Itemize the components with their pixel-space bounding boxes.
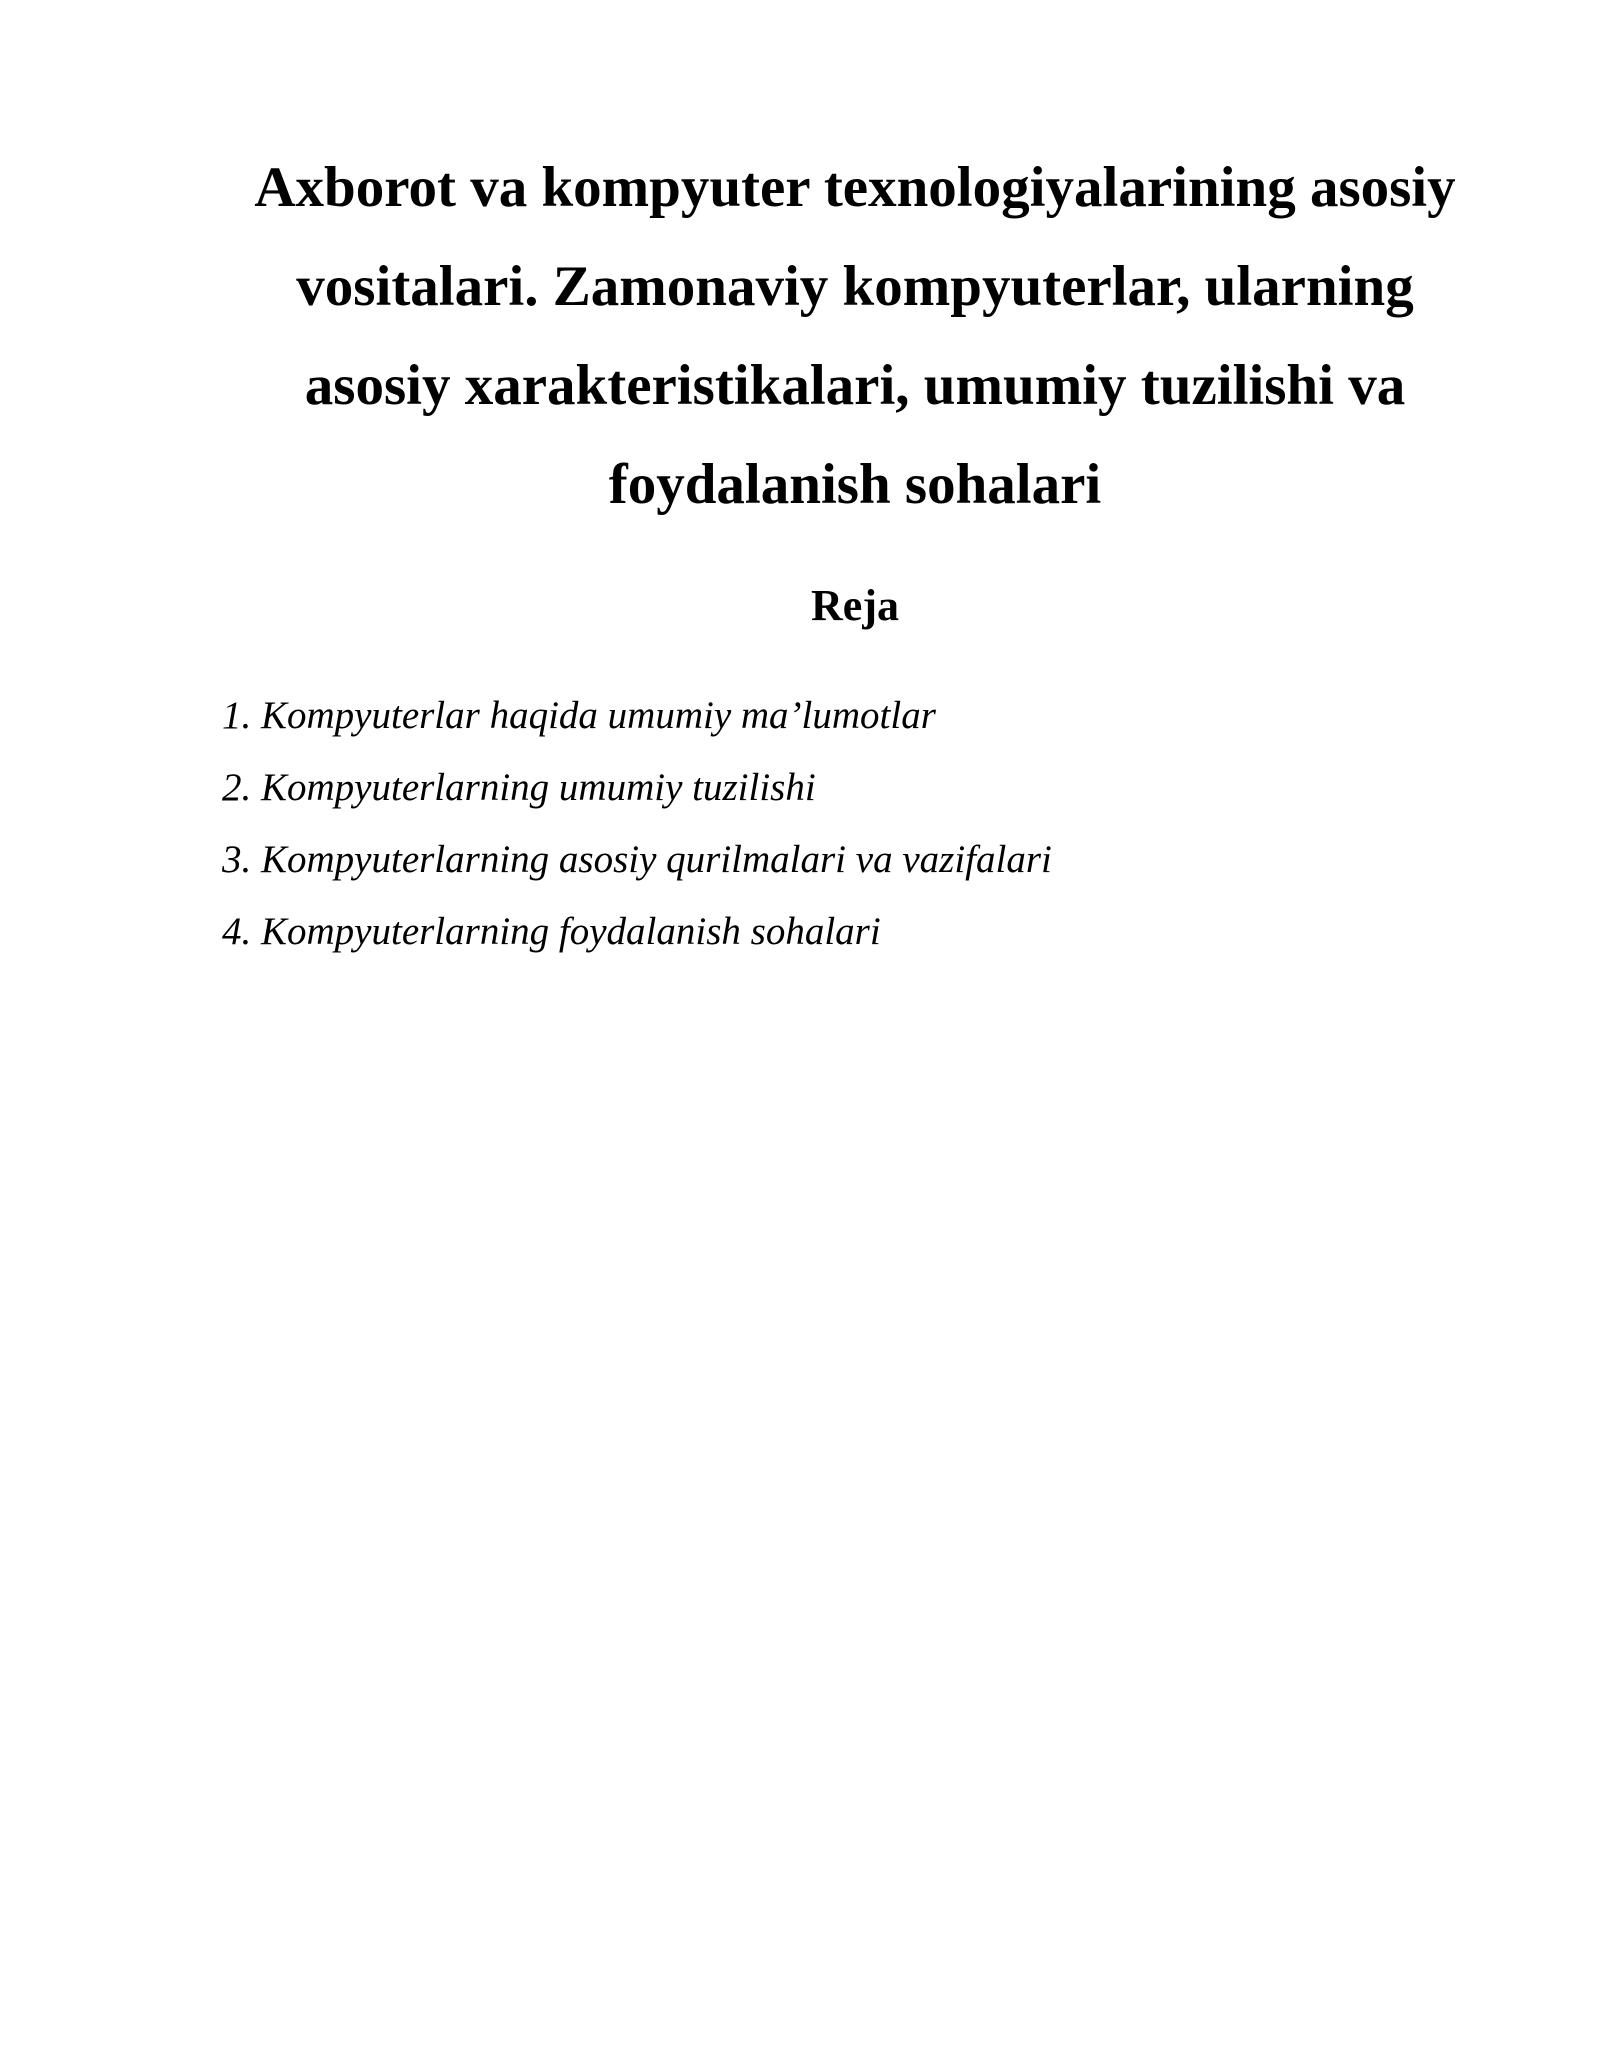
- plan-item: 1. Kompyuterlar haqida umumiy ma’lumotlar: [222, 694, 936, 737]
- title-line: vositalari. Zamonaviy kompyuterlar, ularning: [296, 255, 1414, 318]
- title-line: foydalanish sohalari: [608, 453, 1102, 516]
- plan-item: 2. Kompyuterlarning umumiy tuzilishi: [222, 766, 816, 809]
- plan-item: 3. Kompyuterlarning asosiy qurilmalari va vazifalari: [222, 838, 1052, 881]
- title-line: asosiy xarakteristikalari, umumiy tuzilishi va: [304, 354, 1406, 417]
- document-title: [235, 138, 1475, 534]
- plan-item: 4. Kompyuterlarning foydalanish sohalari: [222, 910, 881, 953]
- title-line: Axborot va kompyuter texnologiyalarining asosiy: [254, 156, 1456, 219]
- plan-heading: Reja: [811, 581, 899, 630]
- plan-list: [222, 680, 1052, 968]
